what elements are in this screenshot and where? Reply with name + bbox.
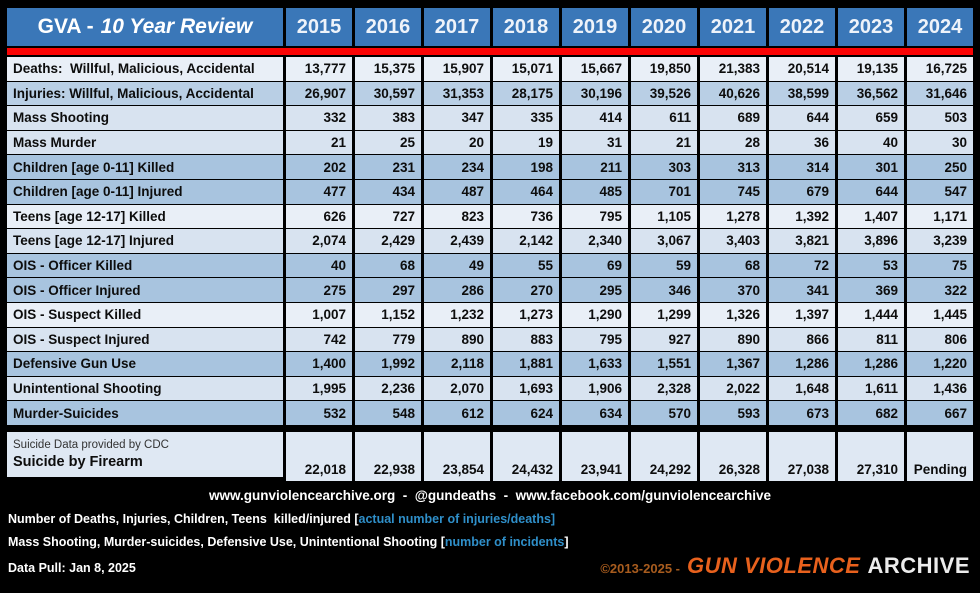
year-header: 2017 <box>424 8 490 46</box>
value-cell: 927 <box>631 328 697 352</box>
value-cell: 301 <box>838 155 904 179</box>
value-cell: 1,278 <box>700 205 766 229</box>
year-header: 2024 <box>907 8 973 46</box>
value-cell: 667 <box>907 401 973 425</box>
value-cell: 487 <box>424 180 490 204</box>
table-row <box>7 155 973 179</box>
gva-table <box>7 8 973 481</box>
table-row <box>7 254 973 278</box>
value-cell: 1,400 <box>286 352 352 376</box>
value-cell: 15,375 <box>355 57 421 81</box>
row-label: Teens [age 12-17] Killed <box>7 205 283 229</box>
value-cell: 19,135 <box>838 57 904 81</box>
row-label: Children [age 0-11] Killed <box>7 155 283 179</box>
row-label: OIS - Suspect Injured <box>7 328 283 352</box>
value-cell: 15,071 <box>493 57 559 81</box>
table-body <box>7 57 973 425</box>
value-cell: 485 <box>562 180 628 204</box>
footer-note-1-white: Number of Deaths, Injuries, Children, Teens killed/injured [ <box>8 511 359 526</box>
value-cell: 322 <box>907 278 973 302</box>
value-cell: 55 <box>493 254 559 278</box>
value-cell: 1,995 <box>286 377 352 401</box>
red-accent-stripe <box>7 48 973 55</box>
value-cell: 3,896 <box>838 229 904 253</box>
value-cell: 40 <box>286 254 352 278</box>
value-cell: 679 <box>769 180 835 204</box>
suicide-value-cell: 27,310 <box>838 432 904 481</box>
value-cell: 1,220 <box>907 352 973 376</box>
value-cell: 1,286 <box>769 352 835 376</box>
value-cell: 59 <box>631 254 697 278</box>
value-cell: 347 <box>424 106 490 130</box>
value-cell: 464 <box>493 180 559 204</box>
value-cell: 198 <box>493 155 559 179</box>
row-label: Injuries: Willful, Malicious, Accidental <box>7 82 283 106</box>
value-cell: 624 <box>493 401 559 425</box>
value-cell: 1,611 <box>838 377 904 401</box>
value-cell: 644 <box>769 106 835 130</box>
value-cell: 16,725 <box>907 57 973 81</box>
value-cell: 3,239 <box>907 229 973 253</box>
value-cell: 1,881 <box>493 352 559 376</box>
value-cell: 38,599 <box>769 82 835 106</box>
row-label: Murder-Suicides <box>7 401 283 425</box>
value-cell: 503 <box>907 106 973 130</box>
value-cell: 547 <box>907 180 973 204</box>
value-cell: 21 <box>631 131 697 155</box>
value-cell: 370 <box>700 278 766 302</box>
value-cell: 26,907 <box>286 82 352 106</box>
value-cell: 314 <box>769 155 835 179</box>
suicide-value-cell: 22,018 <box>286 432 352 481</box>
row-label: Teens [age 12-17] Injured <box>7 229 283 253</box>
value-cell: 682 <box>838 401 904 425</box>
value-cell: 30 <box>907 131 973 155</box>
value-cell: 295 <box>562 278 628 302</box>
value-cell: 68 <box>700 254 766 278</box>
year-header: 2023 <box>838 8 904 46</box>
value-cell: 795 <box>562 205 628 229</box>
value-cell: 795 <box>562 328 628 352</box>
value-cell: 742 <box>286 328 352 352</box>
value-cell: 2,439 <box>424 229 490 253</box>
copyright-years: ©2013-2025 - <box>600 560 681 576</box>
value-cell: 673 <box>769 401 835 425</box>
value-cell: 1,105 <box>631 205 697 229</box>
value-cell: 570 <box>631 401 697 425</box>
value-cell: 28,175 <box>493 82 559 106</box>
data-pull-date: Data Pull: Jan 8, 2025 <box>8 560 136 575</box>
value-cell: 202 <box>286 155 352 179</box>
page-root <box>0 8 980 593</box>
value-cell: 49 <box>424 254 490 278</box>
table-row <box>7 229 973 253</box>
year-header: 2015 <box>286 8 352 46</box>
value-cell: 36 <box>769 131 835 155</box>
value-cell: 593 <box>700 401 766 425</box>
value-cell: 297 <box>355 278 421 302</box>
value-cell: 75 <box>907 254 973 278</box>
value-cell: 1,407 <box>838 205 904 229</box>
value-cell: 68 <box>355 254 421 278</box>
footer-note-2 <box>8 535 980 549</box>
value-cell: 39,526 <box>631 82 697 106</box>
value-cell: 369 <box>838 278 904 302</box>
value-cell: 2,328 <box>631 377 697 401</box>
value-cell: 2,070 <box>424 377 490 401</box>
suicide-section <box>7 432 973 481</box>
value-cell: 383 <box>355 106 421 130</box>
value-cell: 2,236 <box>355 377 421 401</box>
value-cell: 823 <box>424 205 490 229</box>
value-cell: 1,290 <box>562 303 628 327</box>
value-cell: 634 <box>562 401 628 425</box>
value-cell: 414 <box>562 106 628 130</box>
footer-note-1 <box>8 512 980 526</box>
value-cell: 477 <box>286 180 352 204</box>
value-cell: 745 <box>700 180 766 204</box>
value-cell: 779 <box>355 328 421 352</box>
suicide-value-cell: 23,941 <box>562 432 628 481</box>
year-header: 2020 <box>631 8 697 46</box>
table-row <box>7 377 973 401</box>
table-row <box>7 352 973 376</box>
value-cell: 2,022 <box>700 377 766 401</box>
value-cell: 303 <box>631 155 697 179</box>
suicide-label-cell <box>7 432 283 477</box>
value-cell: 1,444 <box>838 303 904 327</box>
footer-note-1-blue: actual number of injuries/deaths] <box>358 511 556 526</box>
value-cell: 30,196 <box>562 82 628 106</box>
value-cell: 2,142 <box>493 229 559 253</box>
year-header: 2022 <box>769 8 835 46</box>
value-cell: 727 <box>355 205 421 229</box>
value-cell: 332 <box>286 106 352 130</box>
suicide-value-cell: Pending <box>907 432 973 481</box>
value-cell: 30,597 <box>355 82 421 106</box>
value-cell: 626 <box>286 205 352 229</box>
value-cell: 20,514 <box>769 57 835 81</box>
value-cell: 21,383 <box>700 57 766 81</box>
value-cell: 806 <box>907 328 973 352</box>
value-cell: 611 <box>631 106 697 130</box>
value-cell: 36,562 <box>838 82 904 106</box>
table-row <box>7 106 973 130</box>
table-title-review: 10 Year Review <box>100 15 253 38</box>
value-cell: 270 <box>493 278 559 302</box>
value-cell: 1,286 <box>838 352 904 376</box>
suicide-value-cell: 26,328 <box>700 432 766 481</box>
value-cell: 2,074 <box>286 229 352 253</box>
table-title <box>7 8 283 46</box>
value-cell: 72 <box>769 254 835 278</box>
value-cell: 313 <box>700 155 766 179</box>
value-cell: 1,152 <box>355 303 421 327</box>
value-cell: 286 <box>424 278 490 302</box>
table-header-row <box>7 8 973 46</box>
value-cell: 31 <box>562 131 628 155</box>
footer-note-2-bracket: ] <box>564 534 569 549</box>
value-cell: 612 <box>424 401 490 425</box>
value-cell: 1,171 <box>907 205 973 229</box>
value-cell: 2,118 <box>424 352 490 376</box>
value-cell: 3,067 <box>631 229 697 253</box>
value-cell: 659 <box>838 106 904 130</box>
value-cell: 689 <box>700 106 766 130</box>
value-cell: 21 <box>286 131 352 155</box>
value-cell: 866 <box>769 328 835 352</box>
row-label: OIS - Officer Killed <box>7 254 283 278</box>
value-cell: 335 <box>493 106 559 130</box>
value-cell: 13,777 <box>286 57 352 81</box>
row-label: Mass Shooting <box>7 106 283 130</box>
table-row <box>7 180 973 204</box>
year-header: 2018 <box>493 8 559 46</box>
footer-note-2-blue: number of incidents <box>444 534 565 549</box>
value-cell: 1,633 <box>562 352 628 376</box>
value-cell: 15,907 <box>424 57 490 81</box>
row-label: OIS - Officer Injured <box>7 278 283 302</box>
row-label: OIS - Suspect Killed <box>7 303 283 327</box>
row-label: Unintentional Shooting <box>7 377 283 401</box>
value-cell: 1,367 <box>700 352 766 376</box>
footer-bottom-band <box>8 553 970 583</box>
value-cell: 1,992 <box>355 352 421 376</box>
suicide-value-cell: 24,432 <box>493 432 559 481</box>
value-cell: 25 <box>355 131 421 155</box>
row-label: Deaths: Willful, Malicious, Accidental <box>7 57 283 81</box>
value-cell: 1,693 <box>493 377 559 401</box>
year-header: 2019 <box>562 8 628 46</box>
value-cell: 548 <box>355 401 421 425</box>
value-cell: 31,646 <box>907 82 973 106</box>
value-cell: 890 <box>424 328 490 352</box>
brand-gun-violence: GUN VIOLENCE <box>687 552 861 578</box>
suicide-value-cell: 22,938 <box>355 432 421 481</box>
value-cell: 53 <box>838 254 904 278</box>
footer-links: www.gunviolencearchive.org - @gundeaths - www.facebook.com/gunviolencearchive <box>208 487 772 503</box>
footer-note-2-white: Mass Shooting, Murder-suicides, Defensive Use, Unintentional Shooting [ <box>8 534 445 549</box>
value-cell: 234 <box>424 155 490 179</box>
value-cell: 1,273 <box>493 303 559 327</box>
value-cell: 1,436 <box>907 377 973 401</box>
suicide-value-cell: 23,854 <box>424 432 490 481</box>
value-cell: 40,626 <box>700 82 766 106</box>
value-cell: 883 <box>493 328 559 352</box>
value-cell: 69 <box>562 254 628 278</box>
value-cell: 1,392 <box>769 205 835 229</box>
value-cell: 1,551 <box>631 352 697 376</box>
table-row <box>7 328 973 352</box>
value-cell: 1,648 <box>769 377 835 401</box>
value-cell: 736 <box>493 205 559 229</box>
suicide-value-cell: 27,038 <box>769 432 835 481</box>
value-cell: 890 <box>700 328 766 352</box>
value-cell: 346 <box>631 278 697 302</box>
value-cell: 1,232 <box>424 303 490 327</box>
copyright <box>600 553 970 583</box>
value-cell: 532 <box>286 401 352 425</box>
value-cell: 1,906 <box>562 377 628 401</box>
value-cell: 434 <box>355 180 421 204</box>
suicide-row-label: Suicide by Firearm <box>13 454 143 471</box>
table-row <box>7 205 973 229</box>
value-cell: 2,340 <box>562 229 628 253</box>
value-cell: 701 <box>631 180 697 204</box>
table-row <box>7 82 973 106</box>
table-row <box>7 401 973 425</box>
value-cell: 19,850 <box>631 57 697 81</box>
value-cell: 231 <box>355 155 421 179</box>
value-cell: 1,007 <box>286 303 352 327</box>
value-cell: 2,429 <box>355 229 421 253</box>
table-row <box>7 131 973 155</box>
year-header: 2016 <box>355 8 421 46</box>
table-row <box>7 57 973 81</box>
value-cell: 3,403 <box>700 229 766 253</box>
value-cell: 644 <box>838 180 904 204</box>
value-cell: 811 <box>838 328 904 352</box>
suicide-note: Suicide Data provided by CDC <box>13 438 169 451</box>
value-cell: 211 <box>562 155 628 179</box>
year-header: 2021 <box>700 8 766 46</box>
value-cell: 250 <box>907 155 973 179</box>
value-cell: 28 <box>700 131 766 155</box>
suicide-value-cell: 24,292 <box>631 432 697 481</box>
value-cell: 1,397 <box>769 303 835 327</box>
row-label: Defensive Gun Use <box>7 352 283 376</box>
value-cell: 31,353 <box>424 82 490 106</box>
row-label: Children [age 0-11] Injured <box>7 180 283 204</box>
value-cell: 19 <box>493 131 559 155</box>
value-cell: 20 <box>424 131 490 155</box>
table-row <box>7 303 973 327</box>
table-row <box>7 278 973 302</box>
row-label: Mass Murder <box>7 131 283 155</box>
value-cell: 15,667 <box>562 57 628 81</box>
value-cell: 3,821 <box>769 229 835 253</box>
brand-archive: ARCHIVE <box>867 552 970 578</box>
table-title-gva: GVA - <box>37 15 94 38</box>
value-cell: 275 <box>286 278 352 302</box>
value-cell: 1,326 <box>700 303 766 327</box>
value-cell: 341 <box>769 278 835 302</box>
value-cell: 1,299 <box>631 303 697 327</box>
value-cell: 1,445 <box>907 303 973 327</box>
value-cell: 40 <box>838 131 904 155</box>
